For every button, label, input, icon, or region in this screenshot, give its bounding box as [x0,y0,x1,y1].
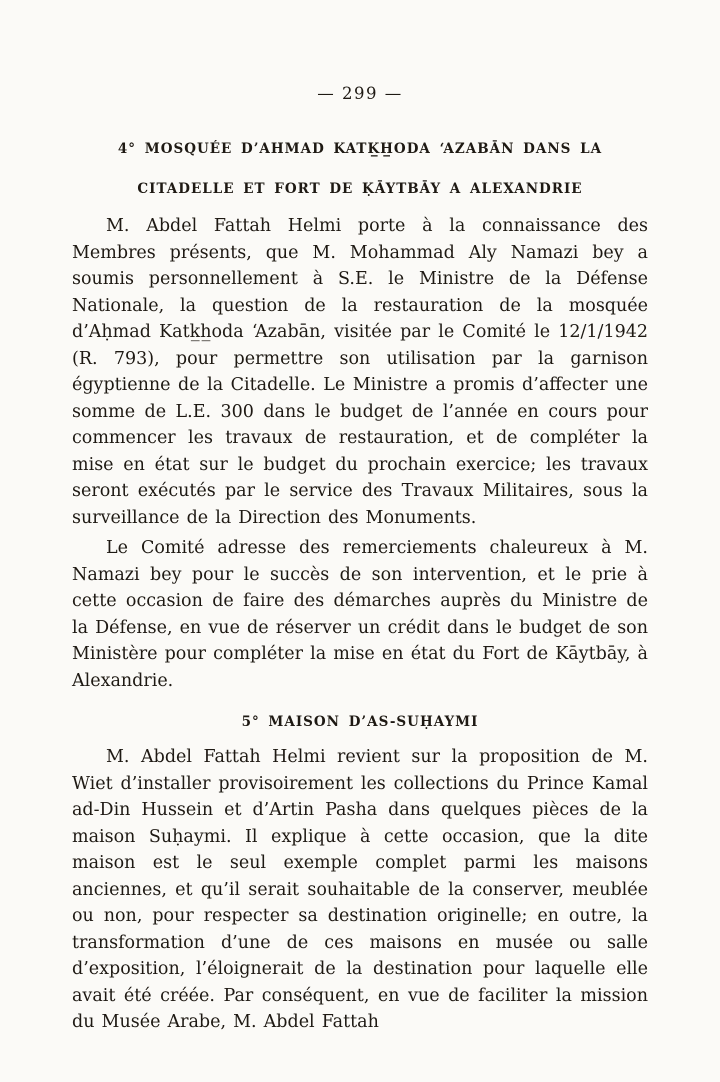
section-4-heading-line-2: CITADELLE ET FORT DE ḲĀYTBĀY A ALEXANDRIE [137,181,583,197]
section-4-paragraph-1: M. Abdel Fattah Helmi porte à la connaissance des Membres présents, que M. Mohammad Aly Namazi bey a soumis personnellement à S.E. le Ministre de la Défense Nationale, la question de la restauration de la mosquée d’Aḥmad Katk̲h̲oda ‘Azabān, visitée par le Comité le 12/1/1942 (R. 793), pour permettre son utilisation par la garnison égyptienne de la Citadelle. Le Ministre a promis d’affecter une somme de L.E. 300 dans le budget de l’année en cours pour commencer les travaux de restauration, et de compléter la mise en état sur le budget du prochain exercice; les travaux seront exécutés par le service des Travaux Militaires, sous la surveillance de la Direction des Monuments. [72,216,648,528]
section-4-paragraph-2: Le Comité adresse des remerciements chaleureux à M. Namazi bey pour le succès de son intervention, et le prie à cette occasion de faire des démarches auprès du Ministre de la Défense, en vue de réserver un crédit dans le budget de son Ministère pour compléter la mise en état du Fort de Kāytbāy, à Alexandrie. [72,538,648,691]
section-5-heading: 5° MAISON D’AS-SUḤAYMI [241,714,479,730]
section-4-heading [72,129,648,209]
page-number: — 299 — [317,84,403,103]
section-5 [72,702,648,1036]
section-4-heading-line-1: 4° MOSQUÉE D’AHMAD KATK̲H̲ODA ‘AZABĀN DANS LA [117,141,603,157]
section-4 [72,129,648,694]
section-5-paragraph-1: M. Abdel Fattah Helmi revient sur la proposition de M. Wiet d’installer provisoirement les collections du Prince Kamal ad-Din Hussein et d’Artin Pasha dans quelques pièces de la maison Suḥaymi. Il explique à cette occasion, que la dite maison est le seul exemple complet parmi les maisons anciennes, et qu’il serait souhaitable de la conserver, meublée ou non, pour respecter sa destination originelle; en outre, la transformation d’une de ces maisons en musée ou salle d’exposition, l’éloignerait de la destination pour laquelle elle avait été créée. Par conséquent, en vue de faciliter la mission du Musée Arabe, M. Abdel Fattah [72,747,648,1032]
